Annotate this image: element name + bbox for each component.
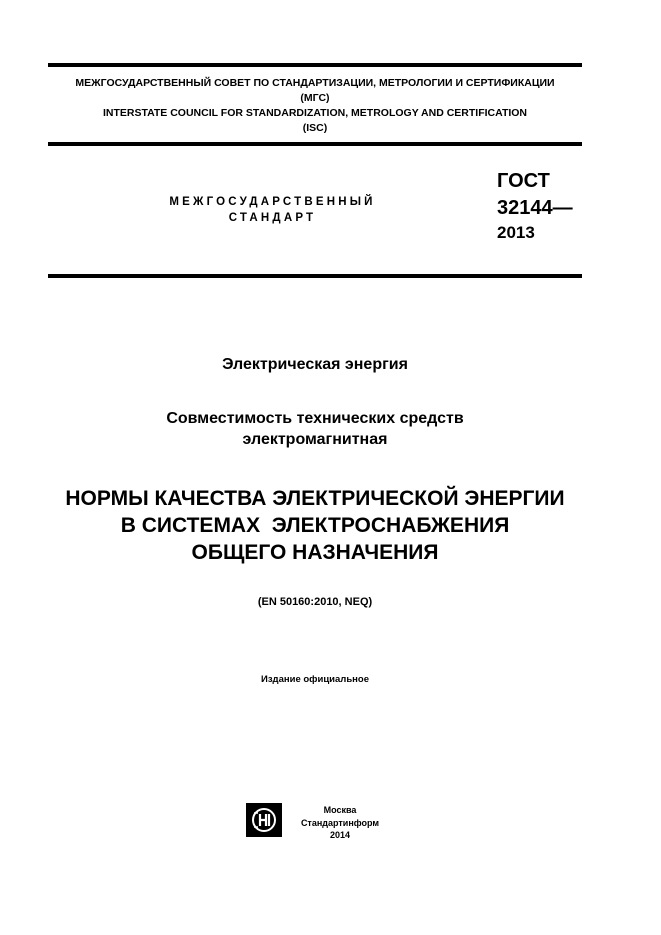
standard-reference: (EN 50160:2010, NEQ) — [257, 596, 373, 608]
council-name-ru: МЕЖГОСУДАРСТВЕННЫЙ СОВЕТ ПО СТАНДАРТИЗАЦИИ, МЕТРОЛОГИИ И СЕРТИФИКАЦИИ — [75, 77, 555, 89]
standard-type-line2: СТАНДАРТ — [228, 212, 317, 224]
publisher-year: 2014 — [329, 830, 351, 840]
gost-year: 2013 — [497, 223, 535, 242]
standartinform-logo-icon — [246, 803, 282, 837]
top-divider — [48, 63, 582, 67]
standard-type-line1: МЕЖГОСУДАРСТВЕННЫЙ — [169, 196, 376, 208]
subtitle-line2: электромагнитная — [242, 431, 388, 448]
main-title-line2: В СИСТЕМАХ ЭЛЕКТРОСНАБЖЕНИЯ — [120, 514, 510, 537]
publisher-name: Стандартинформ — [300, 817, 380, 828]
header-divider — [48, 142, 582, 146]
standard-type — [130, 194, 415, 226]
subtitle — [48, 408, 582, 450]
publisher-city: Москва — [323, 805, 357, 815]
main-title — [30, 485, 600, 566]
subject-title: Электрическая энергия — [222, 356, 408, 373]
gost-number: 32144— — [497, 197, 573, 219]
publisher-info — [290, 804, 390, 842]
council-abbr-en: (ISC) — [302, 122, 328, 134]
main-title-line3: ОБЩЕГО НАЗНАЧЕНИЯ — [191, 541, 439, 564]
council-abbr-ru: (МГС) — [300, 92, 330, 104]
subtitle-line1: Совместимость технических средств — [166, 410, 464, 427]
main-title-line1: НОРМЫ КАЧЕСТВА ЭЛЕКТРИЧЕСКОЙ ЭНЕРГИИ — [65, 487, 565, 510]
gost-label: ГОСТ — [497, 170, 550, 192]
council-header — [48, 76, 582, 136]
council-name-en: INTERSTATE COUNCIL FOR STANDARDIZATION, METROLOGY AND CERTIFICATION — [102, 107, 528, 119]
gost-designation — [497, 168, 573, 244]
edition-note: Издание официальное — [261, 674, 369, 685]
title-divider — [48, 274, 582, 278]
